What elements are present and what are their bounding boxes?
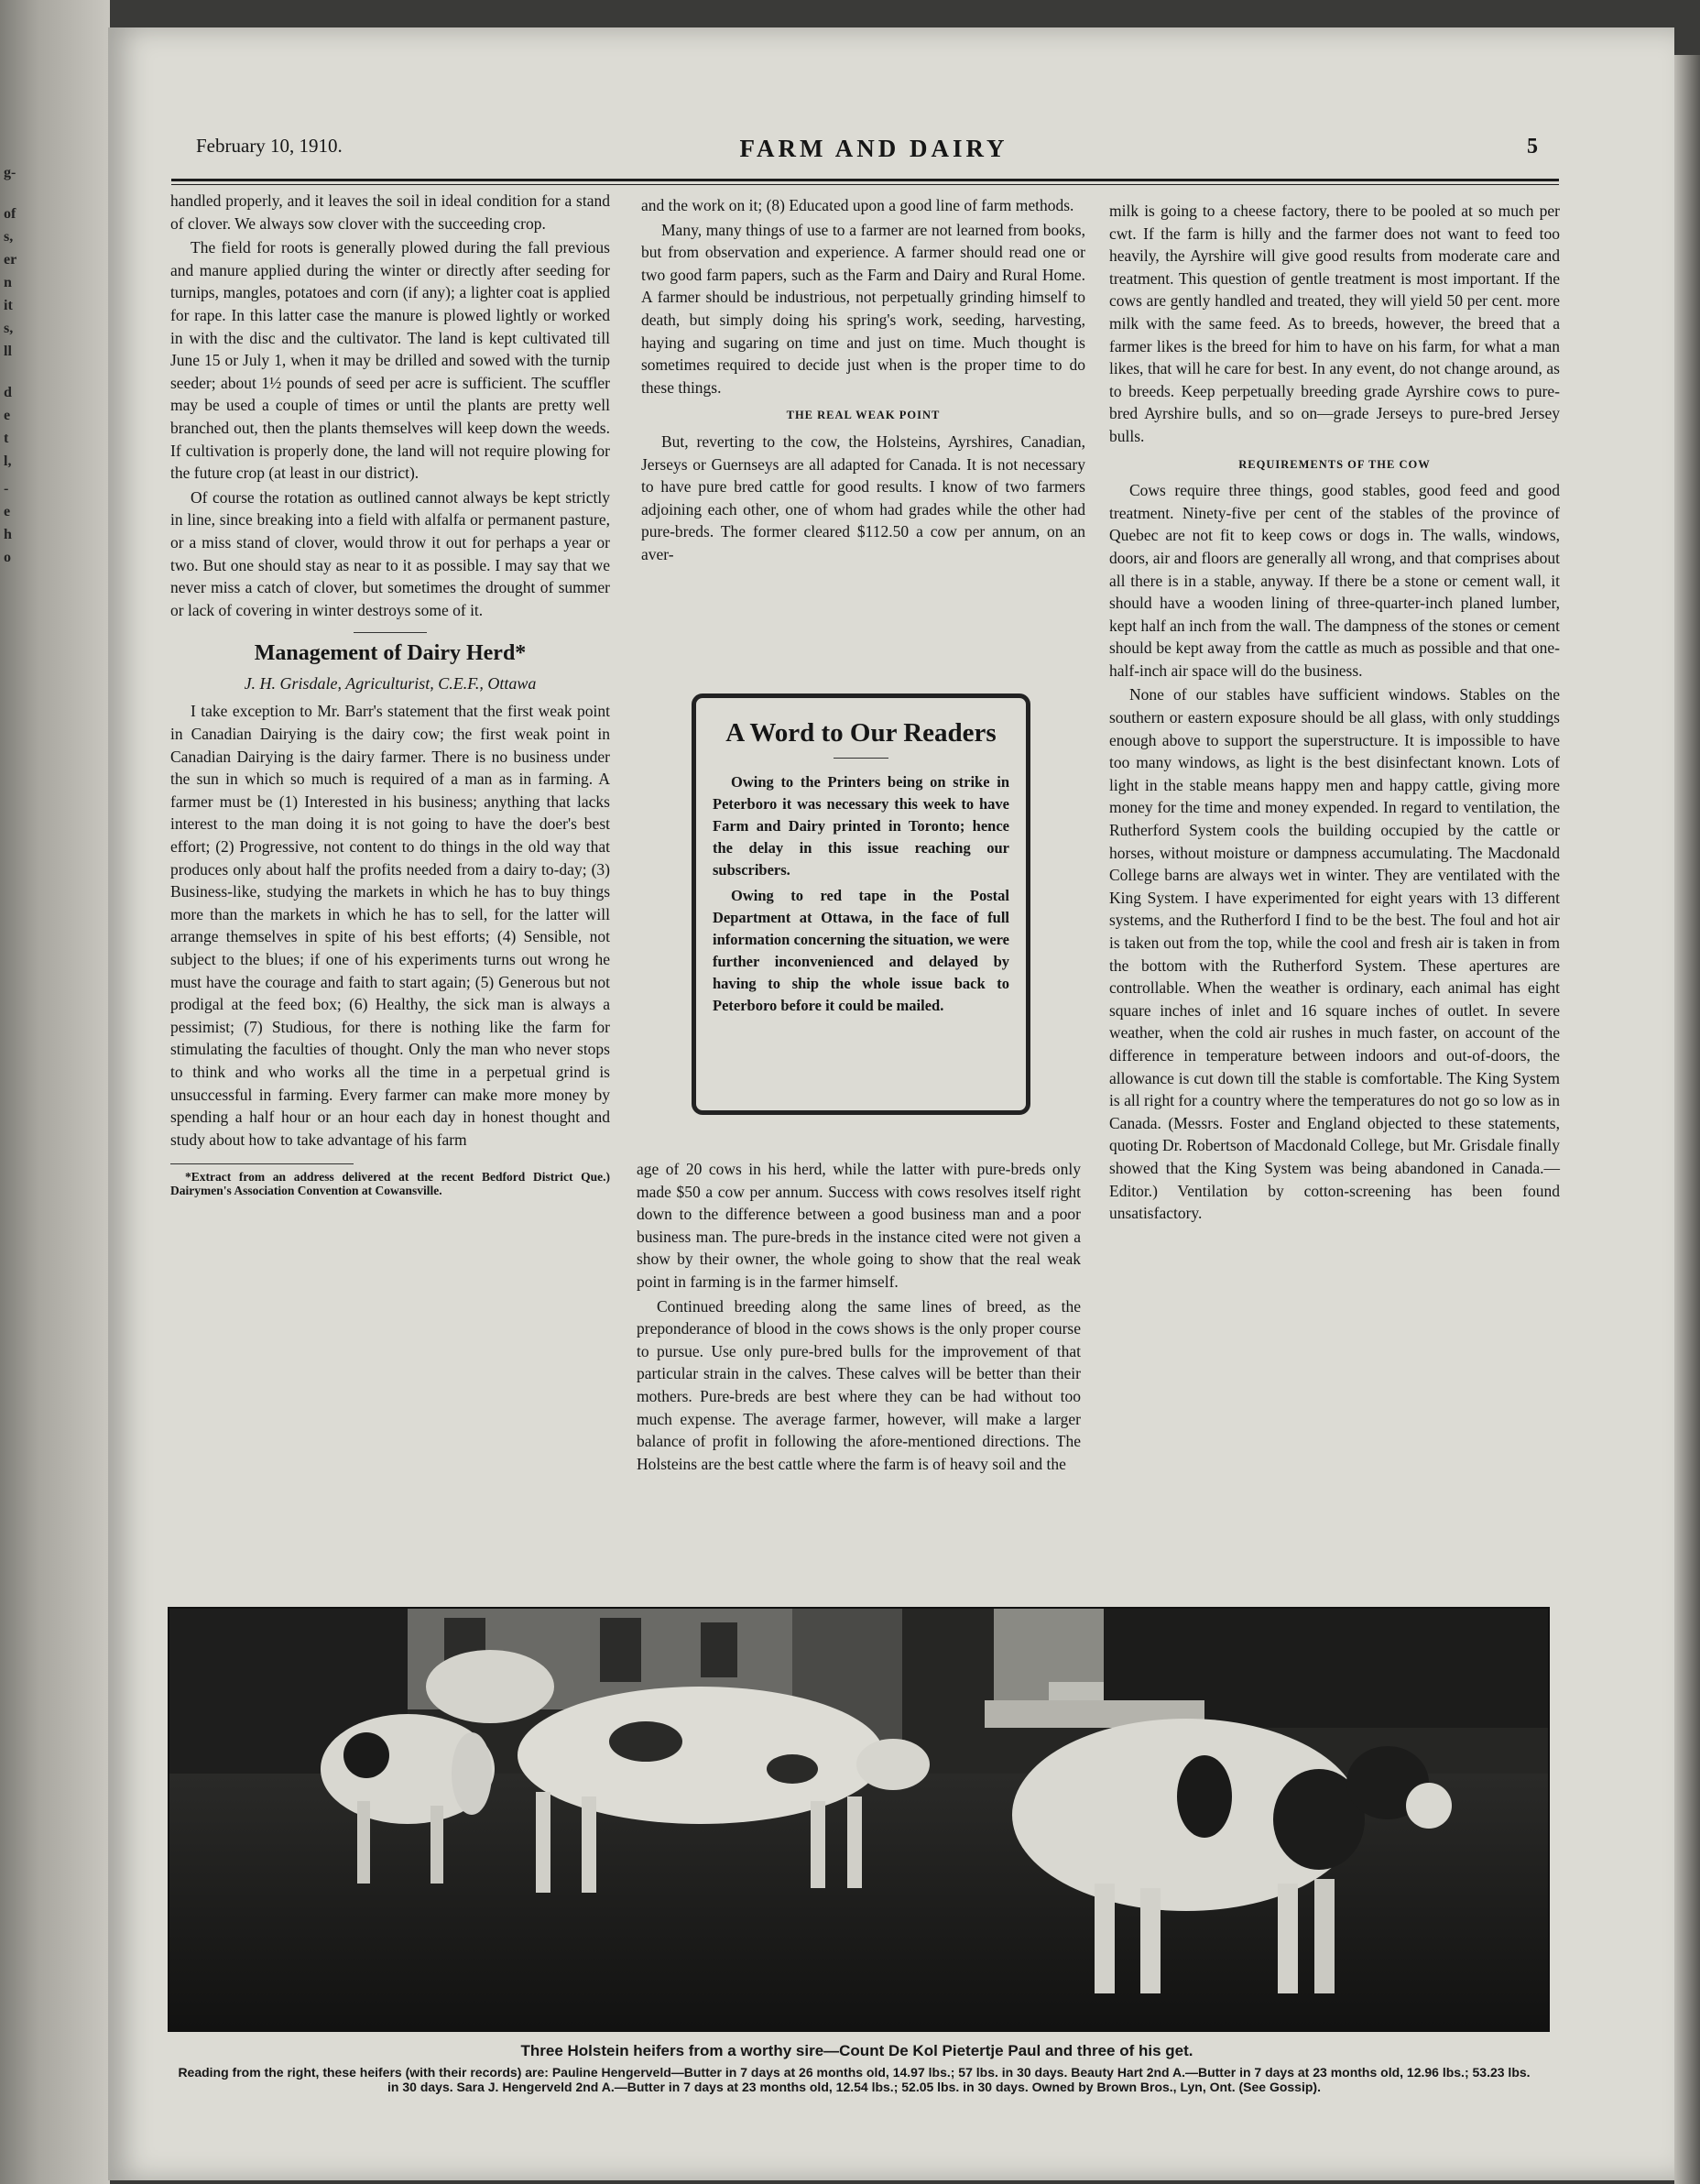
masthead-title: FARM AND DAIRY <box>739 135 1008 162</box>
fragment: h <box>4 527 12 542</box>
section-subhead: THE REAL WEAK POINT <box>786 409 941 422</box>
paragraph: Continued breeding along the same lines of breed, as the preponderance of blood in the cows shows is the only proper course to pursue. Use only pure-bred bulls for the improvement of that particular strain in the calves. These calves will be better than their mothers. Pure-breds are best where they can be had without too much expense. The average farmer, however, will make a larger balance of profit in following the afore-mentioned directions. The Holsteins are the best cattle where the farm is of heavy soil and the <box>637 1296 1081 1473</box>
article-title: Management of Dairy Herd* <box>254 641 527 666</box>
paragraph: I take exception to Mr. Barr's statement that the first weak point in Canadian Dairying is the dairy cow; the first weak point in Canadian Dairying is the dairy farmer. There is no business under the sun in which so much is required of a man as in farming. A farmer must be (1) Interested in his business; anything that lacks interest to the man doing it is not going to have the doer's best effort; (2) Progressive, not content to do things in the old way that produces only about half the profits needed from a dairy to-day; (3) Business-like, studying the markets in which he has to buy things more than the markets in which he has to sell, for the latter will arrange themselves in spite of his best efforts; (4) Sensible, not subject to the blues; if one of his experiments turns out wrong he must have the courage and faith to start again; (5) Generous but not prodigal at the feed box; (6) Healthy, the sick man is always a pessimist; (7) Studious, for there is nothing like the farm for stimulating the faculties of thought. Only the man who never stops to think and who works all the time in a perpetual grind is unsuccessful in farming. Every farmer can make more money by spending a half hour or an hour each day in honest thought and study about how to take advantage of his farm <box>170 702 610 1149</box>
section-divider <box>354 632 427 633</box>
fragment: s, <box>4 229 14 245</box>
fragment: t <box>4 431 9 446</box>
header-rule <box>171 179 1559 185</box>
notice-paragraph: Owing to red tape in the Postal Department at Ottawa, in the face of full information concerning the situation, we were further inconvenienced and delayed by having to ship the whole issue back to Peterboro before it could be mailed. <box>713 887 1009 1014</box>
fragment: o <box>4 550 11 565</box>
photo-illustration <box>169 1609 1548 2030</box>
fragment: d <box>4 385 12 400</box>
column-2-bottom <box>637 1158 1081 1477</box>
notice-title: A Word to Our Readers <box>725 718 997 748</box>
fragment: ll <box>4 344 12 359</box>
paragraph: Of course the rotation as outlined cannot always be kept strictly in line, since breaking into a field with alfalfa or permanent pasture, or a miss stand of clover, would throw it out for perhaps a year or two. But one should stay as near to it as possible. I may say that we never miss a catch of clover, but sometimes the drought of summer or lack of covering in winter destroys some of it. <box>170 487 610 619</box>
fragment: l, <box>4 453 12 469</box>
fragment: e <box>4 408 11 423</box>
fragment: g- <box>4 165 16 180</box>
notice-box <box>692 693 1030 1115</box>
paragraph: But, reverting to the cow, the Holsteins, Ayrshires, Canadian, Jerseys or Guernseys are all adapted for Canada. It is not necessary to have pure bred cattle for good results. I know of two farmers adjoining each other, one of whom had grades while the other had pure-breds. The former cleared $112.50 a cow per annum, on an aver- <box>641 431 1085 563</box>
paragraph: Many, many things of use to a farmer are not learned from books, but from observation and experience. A farmer should read one or two good farm papers, such as the Farm and Dairy and Rural Home. A farmer should be industrious, not perpetually grinding himself to death, but simply doing his spring's work, seeding, harvesting, haying and sugaring on time and just on time. Much thought is sometimes required to decide just when is the proper time to do these things. <box>641 220 1085 397</box>
page-edge-shadow <box>1674 55 1700 2184</box>
issue-date: February 10, 1910. <box>196 135 343 157</box>
fragment: e <box>4 504 11 519</box>
paragraph: Cows require three things, good stables, good feed and good treatment. Ninety-five per cent of the stables of the province of Quebec are not fit to keep cows or dogs in. The walls, windows, doors, air and floors are generally all wrong, and that comprises about all there is in a stable, anyway. If there be a stone or cement wall, it should have a wooden lining of three-quarter-inch planed lumber, kept half an inch from the wall. The dampness of the stones or cement should be kept away from the cattle as much as possible and that one-half-inch air space will do the business. <box>1109 481 1560 680</box>
notice-divider <box>834 758 888 759</box>
holstein-heifers-photo <box>168 1607 1550 2032</box>
paragraph: age of 20 cows in his herd, while the latter with pure-breds only made $50 a cow per annum. Success with cows resolves itself right down to the difference between a good business man and a poor business man. The pure-breds in the instance cited were not given a show by their owner, the whole going to show that the real weak point in farming is in the farmer himself. <box>637 1160 1081 1291</box>
fragment: n <box>4 275 12 290</box>
fragment: it <box>4 298 13 313</box>
adjacent-page-edge <box>0 0 110 2184</box>
paragraph: None of our stables have sufficient windows. Stables on the southern or eastern exposure should be all glass, with only studdings enough above to support the superstructure. It is impossible to have too many windows, as light is the best disinfectant known. Lots of light in the stable means happy men and happy cattle, giving more money for the time and money expended. In regard to ventilation, the Rutherford System cools the building occupied by the cattle or horses, without moisture or dampness accumulating. The Macdonald College barns are always wet in winter. They are ventilated with the King System. I have experimented for eight years with 13 different systems, and the Rutherford I find to be the best. The foul and hot air is taken out from the top, while the cool and fresh air is taken in from the bottom with the Rutherford System. These apertures are controllable. When the weather is ordinary, each animal has eight square inches of inlet and 16 square inches of outlet. In severe weather, when the cold air rushes in much faster, on account of the difference in temperature between indoors and out-of-doors, the allowance is cut down till the stable is comfortable. The King System is all right for a country where the temperatures do not go so low as in Canada. (Messrs. Foster and England objected to these statements, quoting Dr. Robertson of Macdonald College, but Mr. Grisdale finally showed that the King System was being abandoned in Canada.—Editor.) Ventilation by cotton-screening has been found unsatisfactory. <box>1109 685 1560 1223</box>
column-2-top <box>641 194 1085 568</box>
column-3 <box>1109 200 1560 1227</box>
fragment: er <box>4 252 17 268</box>
paragraph: handled properly, and it leaves the soil in ideal condition for a stand of clover. We always sow clover with the succeeding crop. <box>170 191 610 233</box>
paragraph: The field for roots is generally plowed during the fall previous and manure applied during the winter or directly after seeding for turnips, mangles, potatoes and corn (if any); a lighter coat is applied for rape. In this latter case the manure is plowed lightly or worked in with the disc and the cultivator. The land is kept cultivated till June 15 or July 1, when it may be drilled and sowed with the turnip seeder; about 1½ pounds of seed per acre is sufficient. The scuffler may be used a couple of times or until the plants are pretty well branched out, then the plants themselves will keep down the weeds. If cultivation is properly done, the land will not require plowing for the future crop (at least in our district). <box>170 238 610 483</box>
notice-paragraph: Owing to the Printers being on strike in Peterboro it was necessary this week to have Farm and Dairy printed in Toronto; hence the delay in this issue reaching our subscribers. <box>713 773 1009 879</box>
paragraph: and the work on it; (8) Educated upon a good line of farm methods. <box>641 196 1074 214</box>
fragment: of <box>4 206 16 222</box>
running-head <box>196 135 1538 164</box>
fragment: - <box>4 481 9 497</box>
photo-caption-text: Reading from the right, these heifers (with their records) are: Pauline Hengerveld—Butter in 7 days at 26 months old, 14.97 lbs.; 57 lbs. in 30 days. Beauty Hart 2nd A.—Butter in 7 days at 23 months old, 12.96 lbs.; 53.23 lbs. in 30 days. Sara J. Hengerveld 2nd A.—Butter in 7 days at 23 months old, 12.54 lbs.; 52.05 lbs. in 30 days. Owned by Brown Bros., Lyn, Ont. (See Gossip). <box>178 2065 1531 2094</box>
column-1 <box>170 190 610 1197</box>
photo-caption-title: Three Holstein heifers from a worthy sire—Count De Kol Pietertje Paul and three of his get. <box>520 2042 1193 2059</box>
section-subhead: REQUIREMENTS OF THE COW <box>1238 457 1431 471</box>
page-number: 5 <box>1527 135 1538 158</box>
fragment: s, <box>4 321 14 336</box>
paragraph: milk is going to a cheese factory, there to be pooled at so much per cwt. If the farm is hilly and the farmer does not want to feed too heavily, the Ayrshire will give good results from moderate care and treatment. This question of gentle treatment is most important. If the cows are gently handled and treated, they will yield 50 per cent. more milk with the same feed. As to breeds, however, the breed that a farmer likes is the breed for him to have on his farm, for what a man likes, that will he care for best. In any event, do not change around, as to breeds. Keep perpetually breeding grade Ayrshire cows to pure-bred Ayrshire bulls, and so on—grade Jerseys to pure-bred Jersey bulls. <box>1109 202 1560 445</box>
article-byline: J. H. Grisdale, Agriculturist, C.E.F., Ottawa <box>244 673 537 693</box>
footnote: *Extract from an address delivered at the recent Bedford District Que.) Dairymen's Association Convention at Cowansville. <box>170 1170 610 1198</box>
footnote-rule <box>170 1163 354 1164</box>
